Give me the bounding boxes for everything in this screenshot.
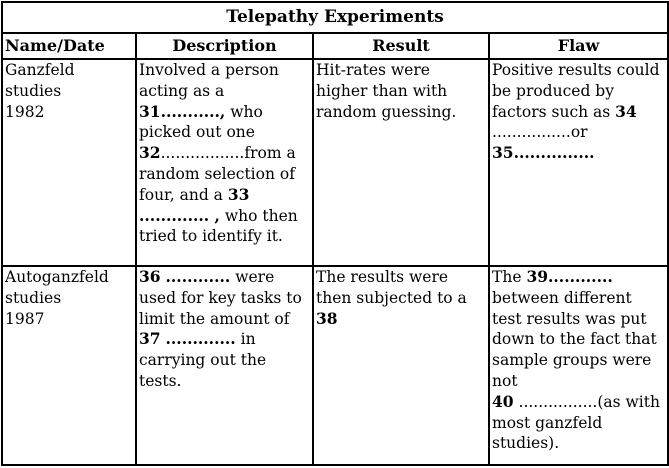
header-description: Description — [136, 33, 313, 59]
study-name: Autoganzfeld studies — [5, 268, 109, 307]
description-text: who picked out one — [139, 102, 263, 142]
question-number-37: 37 — [139, 329, 161, 349]
study-name: Ganzfeld studies — [5, 61, 75, 100]
question-number-32: 32 — [139, 143, 161, 163]
description-cell — [136, 59, 313, 266]
header-result: Result — [313, 33, 489, 59]
question-number-38: 38 — [316, 308, 338, 328]
flaw-cell — [489, 266, 668, 465]
table-row — [2, 266, 668, 465]
answer-blank-34[interactable]: ................ — [492, 123, 571, 142]
answer-blank-33[interactable]: ............. , — [139, 205, 220, 225]
description-text: Involved a person acting as a — [139, 61, 279, 100]
result-cell — [313, 59, 489, 266]
answer-blank-39[interactable]: ............ — [548, 267, 613, 286]
question-number-35: 35 — [492, 143, 514, 163]
description-text: who then tried to identify it. — [139, 206, 298, 246]
answer-blank-35[interactable]: ............... — [513, 143, 595, 163]
name-date-cell — [2, 59, 136, 266]
description-cell — [136, 266, 313, 465]
answer-blank-31[interactable]: ..........., — [160, 101, 226, 121]
flaw-text: or — [570, 123, 588, 142]
description-text: from a random selection of four, and a — [139, 144, 296, 204]
flaw-text: between different test results was put down to the fact that sample groups were not — [492, 288, 657, 390]
study-date: 1987 — [5, 309, 45, 328]
header-name-date: Name/Date — [2, 33, 136, 59]
name-date-cell — [2, 266, 136, 465]
header-flaw: Flaw — [489, 33, 668, 59]
description-text: in carrying out the tests. — [139, 330, 267, 390]
flaw-text: Positive results could be produced by factors such as — [492, 61, 660, 121]
table-title: Telepathy Experiments — [2, 2, 668, 33]
question-number-36: 36 — [139, 267, 161, 286]
result-text: Hit-rates were higher than with random guessing. — [316, 61, 457, 121]
question-number-33: 33 — [227, 184, 250, 204]
question-number-34: 34 — [615, 101, 637, 121]
answer-blank-37[interactable]: ............. — [165, 329, 236, 349]
flaw-text: (as with most ganzfeld studies). — [492, 392, 660, 453]
result-cell — [313, 266, 489, 465]
flaw-cell — [489, 59, 668, 266]
table-row — [2, 59, 668, 266]
flaw-text: The — [492, 268, 522, 286]
answer-blank-40[interactable]: ................ — [518, 392, 598, 411]
question-number-40: 40 — [492, 391, 514, 411]
answer-blank-32[interactable]: ................. — [160, 144, 245, 163]
question-number-31: 31 — [139, 101, 161, 121]
description-text: were used for key tasks to limit the amount of — [139, 268, 302, 328]
answer-blank-36[interactable]: ............ — [165, 267, 231, 286]
study-date: 1982 — [5, 102, 45, 121]
telepathy-table — [1, 1, 669, 466]
question-number-39: 39 — [526, 267, 549, 286]
result-text: The results were then subjected to a — [316, 268, 467, 307]
